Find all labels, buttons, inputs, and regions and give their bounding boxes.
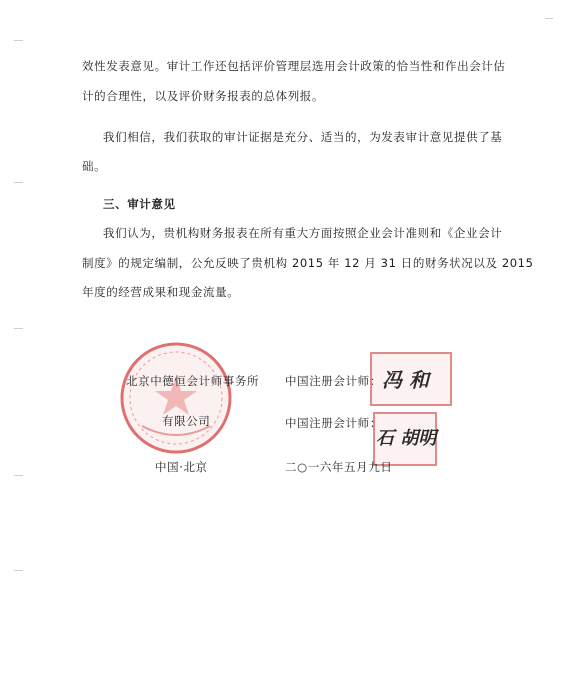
opinion-line-3: 年度的经营成果和现金流量。 [82,285,240,299]
paragraph-1-line-1: 效性发表意见。审计工作还包括评价管理层选用会计政策的恰当性和作出会计估 [82,59,506,73]
scan-mark [14,40,23,41]
scan-mark [14,570,23,571]
cpa-label-1: 中国注册会计师： [285,374,382,388]
scan-mark [14,475,23,476]
cpa-signature-1: 冯 和 [382,368,429,392]
scan-mark [14,328,23,329]
firm-seal [118,340,234,456]
scan-mark [545,18,553,19]
opinion-line-2: 制度》的规定编制，公允反映了贵机构 2015 年 12 月 31 日的财务状况以及 2015 [82,256,534,270]
paragraph-1-line-2: 计的合理性，以及评价财务报表的总体列报。 [82,89,324,103]
paragraph-2-line-2: 础。 [82,159,107,173]
cpa-signature-2: 石 胡明 [376,428,437,449]
section-heading: 三、审计意见 [103,197,176,211]
paragraph-2-line-1: 我们相信，我们获取的审计证据是充分、适当的，为发表审计意见提供了基 [103,130,503,144]
cpa-label-2: 中国注册会计师： [285,416,382,430]
report-date: 二○一六年五月九日 [285,460,393,474]
scan-mark [14,182,23,183]
firm-location: 中国·北京 [155,460,208,474]
opinion-line-1: 我们认为，贵机构财务报表在所有重大方面按照企业会计准则和《企业会计 [103,226,503,240]
firm-name-line-2: 有限公司 [162,414,211,428]
firm-name-line-1: 北京中德恒会计师事务所 [126,374,260,388]
